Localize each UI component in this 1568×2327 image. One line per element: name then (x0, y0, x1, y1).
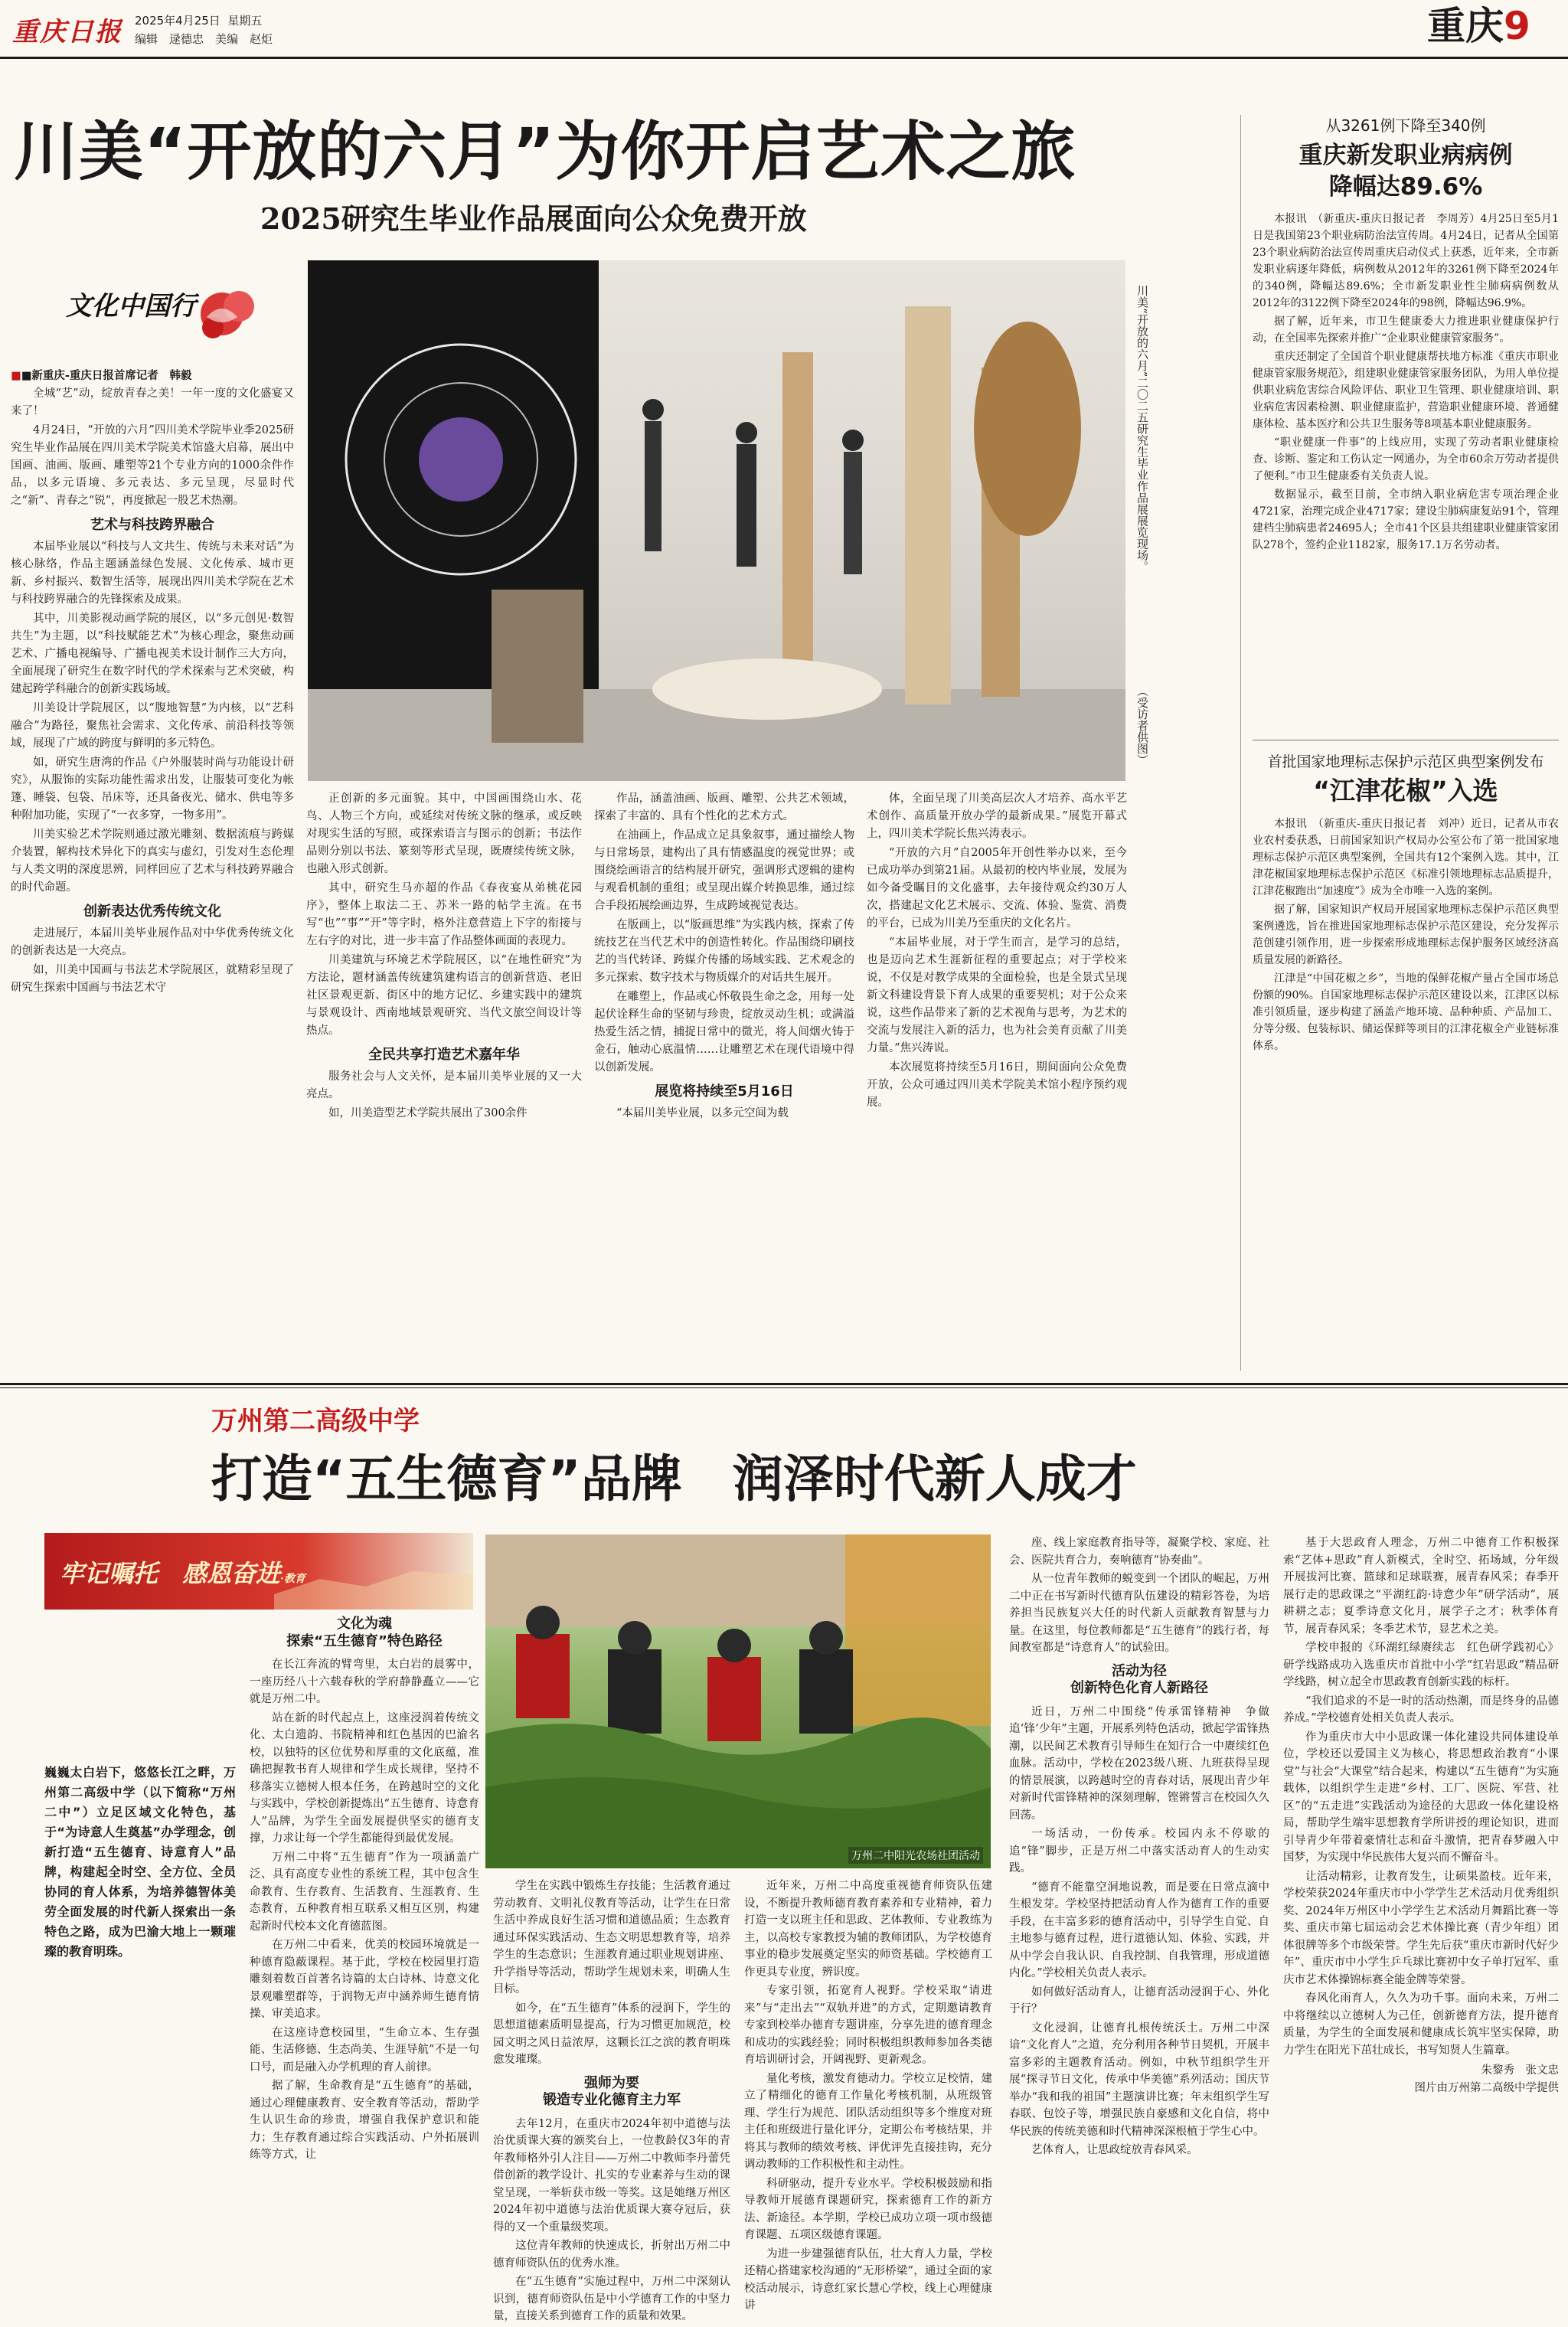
paragraph: 其中，研究生马亦超的作品《春夜宴从弟桃花园序》，整体上取法二王、苏米一路的帖学主流。在书写“也”“事”“开”等字时，格外注意营造上下字的衔接与左右字的对比，进一步丰富了作品整体画面的表现力。 (306, 882, 582, 947)
section-title (1427, 3, 1530, 49)
badge-text: 文化中国行 (66, 291, 196, 322)
story4-column-B (493, 1878, 730, 2327)
paragraph: 在“五生德育”实施过程中，万州二中深刻认识到，德育师资队伍是中小学德育工作的中坚力量，直接关系到德育工作的质量和效果。 (493, 2276, 730, 2322)
story1-column-3 (594, 790, 854, 1124)
paragraph: 在万州二中看来，优美的校园环境就是一种德育隐蔽课程。基于此，学校在校园里打造雕刻着数百首著名诗篇的太白诗林、诗意文化景观雕塑群等，于润物无声中涵养师生德育情操、审美追求。 (250, 1939, 479, 2020)
students-farming-icon (485, 1534, 991, 1868)
story4-subhead-3: 活动为径 (1112, 1662, 1167, 1679)
paragraph: 在雕塑上，作品或心怀敬畏生命之念，用每一处起伏诠释生命的坚韧与珍贵，绽放灵动生机；或满溢热爱生活之情，捕捉日常中的微光，将人间烟火铸于金石，触动心底温情……让雕塑艺术在现代语境中得以创新发展。 (594, 991, 854, 1074)
page-number: 9 (1504, 4, 1530, 48)
story4-subhead-2b: 锻造专业化德育主力军 (543, 2092, 681, 2108)
story4-subhead-1b: 探索“五生德育”特色路径 (286, 1632, 443, 1649)
paragraph: 其中，川美影视动画学院的展区，以“多元创见·数智共生”为主题，以“科技赋能艺术”为核心理念，聚焦动画艺术、广播电视编导、广播电视美术设计制作三大方向，全面展现了研究生在数字时代的学术探索与艺术突破，构建起跨学科融合的创新实践场域。 (11, 613, 294, 695)
story1-subhead-1: 艺术与科技跨界融合 (90, 517, 214, 533)
section-name: 重庆 (1427, 4, 1504, 48)
story1-byline: ■■新重庆-重庆日报首席记者 韩毅 (11, 370, 192, 382)
story4-subhead-2: 强师为要 (584, 2074, 639, 2091)
paragraph: 在版画上，以“版画思维”为实践内核，探索了传统技艺在当代艺术中的创造性转化。作品围绕印刷技艺的当代转译、跨媒介传播的场域实践、艺术观念的多元探索、数字技术与物质媒介的对话共生展开。 (594, 919, 854, 984)
paragraph: 据了解，近年来，市卫生健康委大力推进职业健康保护行动，在全国率先探索并推广“企业职业健康管家服务”。 (1253, 315, 1559, 345)
story4-credit-photos: 图片由万州第二高级中学提供 (1414, 2081, 1559, 2094)
story1-title: 川美“开放的六月”为你开启艺术之旅 (14, 114, 1076, 189)
paragraph: 基于大思政育人理念，万州二中德育工作积极探索“艺体+思政”育人新模式，全时空、拓场域，分年级开展拔河比赛、篮球和足球联赛，展青春风采；春季开展行走的思政课之“平湖红韵·诗意少年”研学活动”，展耕耕之志；夏季诗意文化月，展学子之才；秋季体育节，展青春风采；冬季艺术节，显艺术之美。 (1283, 1537, 1559, 1636)
paragraph: 作品，涵盖油画、版画、雕塑、公共艺术领域，探索了丰富的、具有个性化的艺术方式。 (594, 793, 854, 822)
paragraph: 据了解，国家知识产权局开展国家地理标志保护示范区典型案例遴选，旨在推进国家地理标志保护示范区建设，充分发挥示范创建引领作用，进一步探索形成地理标志保护服务区域经济高质量发展的新路径。 (1253, 904, 1559, 966)
paragraph: 如，川美中国画与书法艺术学院展区，就精彩呈现了研究生探索中国画与书法艺术守 (11, 964, 294, 994)
story1-subhead-4: 展览将持续至5月16日 (655, 1083, 794, 1100)
paragraph: 4月24日，“开放的六月”四川美术学院毕业季2025研究生毕业作品展在四川美术学院美术馆盛大启幕，展出中国画、油画、版画、雕塑等21个专业方向的1000余件作品，以多元语境、多元表达、多元呈现，尽显时代之“新”、青春之“锐”，再度掀起一股艺术热潮。 (11, 424, 294, 507)
paragraph: 为进一步建强德育队伍，壮大育人力量，学校还精心搭建家校沟通的“无形桥梁”，通过全面的家校活动展示，诗意红家长慧心学校，线上心理健康讲 (744, 2247, 992, 2312)
story4-credit-authors: 朱黎秀 张文忠 (1481, 2064, 1559, 2077)
date-text: 2025年4月25日 (135, 14, 220, 28)
paragraph: 专家引领，拓宽育人视野。学校采取“请进来”与“走出去”“双轨并进”的方式，定期邀请教育专家到校举办德育专题讲座，分享先进的德育理念和成功的实践经验；同时积极组织教师参加各类德育培训研讨会，开阔视野、更新观念。 (744, 1985, 992, 2066)
paragraph: 让活动精彩，让教育发生，让硕果盈枝。近年来，学校荣获2024年重庆市中小学学生艺术活动月优秀组织奖、2024年万州区中小学学生艺术活动月舞蹈比赛一等奖、重庆市第七届运动会艺术体操比赛（青少年组）团体很牌等多个市级荣誉。学生先后获“重庆市新时代好少年”、重庆市中小学生乒乓球比赛初中女子单打冠军、重庆市艺术体操锦标赛全能金牌等荣誉。 (1283, 1870, 1559, 1986)
farm-photo (485, 1534, 991, 1868)
masthead (0, 0, 1568, 55)
paragraph: 去年12月，在重庆市2024年初中道德与法治优质课大赛的颁奖台上，一位教龄仅3年的青年教师格外引人注目——万州二中教师李丹蕾凭借创新的教学设计、扎实的专业素养与生动的课堂呈现，一举斩获市级一等奖。这是她继万州区2024年初中道德与法治优质课大赛夺冠后，获得的又一个重量级奖项。 (493, 2117, 730, 2234)
paragraph: 正创新的多元面貌。其中，中国画围绕山水、花鸟、人物三个方向，或延续对传统文脉的继承，或反映对现实生活的写照，或探索语言与图示的创新；书法作品则分别以书法、篆刻等形式呈现，既赓续传统文脉，也融入形式创新。 (306, 793, 582, 875)
banner-text (60, 1554, 305, 1590)
paragraph: 川美实验艺术学院则通过激光雕刻、数据流痕与跨媒介装置，解构技术异化下的真实与虚幻，引发对生态伦理与人类文明的深度思辨，同样回应了艺术与科技跨界融合的时代命题。 (11, 829, 294, 894)
paragraph: 如何做好活动育人，让德育活动浸润于心、外化于行？ (1009, 1985, 1269, 2015)
story1-column-4 (867, 790, 1127, 1113)
story2-kicker: 从3261例下降至340例 (1325, 116, 1486, 135)
story4-subhead-3b: 创新特色化育人新路径 (1070, 1680, 1208, 1696)
paragraph: 在长江奔流的臂弯里，太白岩的晨雾中，一座历经八十六载春秋的学府静静矗立——它就是万州二中。 (250, 1659, 479, 1705)
issue-date (135, 12, 262, 28)
culture-badge (54, 276, 283, 345)
story4-title: 打造“五生德育”品牌 润泽时代新人成才 (211, 1449, 1137, 1508)
paragraph: 服务社会与人文关怀，是本届川美毕业展的又一大亮点。 (306, 1070, 582, 1100)
paragraph: 座、线上家庭教育指导等，凝聚学校、家庭、社会、医院共育合力，奏响德育“协奏曲”。 (1009, 1537, 1269, 1567)
story1-column-1 (11, 368, 294, 998)
weekday-text: 星期五 (227, 14, 263, 28)
paragraph: 作为重庆市大中小思政课一体化建设共同体建设单位，学校还以爱国主义为核心，将思想政治教育“小课堂”与社会“大课堂”结合起来，构建以“五生德育”为实施载体，以组织学生走进“乡村、工厂、医院、军营、社区”的“五走进”实践活动为途径的大思政一体化建设格局，帮助学生端牢思想教育学所讲授的理论知识，进而引导青少年带着豪情壮志和奋斗激情，把青春梦融入中国梦，为实现中华民族伟大复兴而不懈奋斗。 (1283, 1731, 1559, 1864)
sidebar-divider (1240, 115, 1241, 1371)
paragraph: 本届毕业展以“科技与人文共生、传统与未来对话”为核心脉络，作品主题涵盖绿色发展、文化传承、城市更新、乡村振兴、数智生活等，展现出四川美术学院在艺术与科技跨界融合的先锋探索及成果。 (11, 541, 294, 606)
paragraph: 如今，在“五生德育”体系的浸润下，学生的思想道德素质明显提高，行为习惯更加规范，校园文明之风日益浓厚，这颗长江之滨的教育明珠愈发璀璨。 (493, 2002, 730, 2066)
story2-title-line2: 降幅达89.6% (1328, 173, 1483, 201)
paragraph: 科研驱动，提升专业水平。学校积极鼓励和指导教师开展德育课题研究，探索德育工作的新方法、新途径。本学期，学校已成功立项一项市级德育课题、五项区级德育课题。 (744, 2177, 992, 2241)
paragraph: 文化浸润，让德育扎根传统沃土。万州二中深谙“文化育人”之道，充分利用各种节日契机，开展丰富多彩的主题教育活动。例如，中秋节组织学生开展“探寻节日文化，传承中华美德”系列活动；国庆节举办“我和我的祖国”主题演讲比赛；年末组织学生写春联、包饺子等，增强民族自豪感和文化自信，将中华民族的传统美德和时代精神深深根植于学生心中。 (1009, 2021, 1269, 2138)
paragraph: 本次展览将持续至5月16日，期间面向公众免费开放，公众可通过四川美术学院美术馆小程序预约观展。 (867, 1061, 1127, 1109)
education-banner (44, 1533, 473, 1610)
newspaper-logo: 重庆日报 (12, 17, 122, 47)
story3-title: “江津花椒”入选 (1313, 776, 1498, 806)
paragraph: 本报讯 （新重庆-重庆日报记者 李周芳）4月25日至5月1日是我国第23个职业病防治法宣传周。4月24日，记者从全国第23个职业病防治法宣传周重庆启动仪式上获悉，近年来，全市新发职业病逐年降低，病例数从2012年的3261例下降至2024年的340例，降幅达89.6%；全市新发职业性尘肺病病例数从2012年的3122例下降至2024年的98例，降幅达96.9%。 (1253, 213, 1559, 309)
banner-tag: ·教育 (280, 1573, 305, 1585)
paragraph: 重庆还制定了全国首个职业健康帮扶地方标准《重庆市职业健康管家服务规范》，组建职业健康管家服务团队，为用人单位提供职业病危害综合风险评估、职业卫生管理、职业健康培训、职业病危害因素检测、职业健康监护，营造职业健康环境、普通健康体检、基本医疗和公共卫生服务等8项基本职业健康服务。 (1253, 351, 1559, 430)
paragraph: 春风化雨育人，久久为功千事。面向未来，万州二中将继续以立德树人为己任，创新德育方法，提升德育质量，为学生的全面发展和健康成长筑牢坚实保障，助力学生在阳光下茁壮成长，书写知贤人生篇章。 (1283, 1992, 1559, 2057)
paragraph: 川美建筑与环境艺术学院展区，以“在地性研究”为方法论，题材涵盖传统建筑建构语言的创新营造、老旧社区景观更新、街区中的地方记忆、乡建实践中的建筑与景观设计、西南地域景观研究、当代文旅空间设计等热点。 (306, 954, 582, 1037)
paragraph: 从一位青年教师的蜕变到一个团队的崛起，万州二中正在书写新时代德育队伍建设的精彩答卷，为培养担当民族复兴大任的时代新人贡献教育智慧与力量。在这里，每位教师都是“五生德育”的践行者，每间教室都是“诗意育人”的试验田。 (1009, 1573, 1269, 1654)
masthead-rule (0, 57, 1568, 59)
story4-column-D (1009, 1534, 1269, 2161)
story4-lede: 巍巍太白岩下，悠悠长江之畔，万州第二高级中学（以下简称“万州二中”）立足区域文化特色，基于“为诗意人生奠基”办学理念，创新打造“五生德育、诗意育人”品牌，构建起全时空、全方位、全员协同的育人体系，为培养德智体美劳全面发展的时代新人探索出一条特色之路，成为巴渝大地上一颗璀璨的教育明珠。 (44, 1765, 236, 1959)
paragraph: 艺体育人，让思政绽放青春风采。 (1031, 2144, 1198, 2156)
story2-title-line1: 重庆新发职业病病例 (1298, 142, 1513, 169)
paragraph: 站在新的时代起点上，这座浸润着传统文化、太白遗韵、书院精神和红色基因的巴渝名校，以独特的区位优势和厚重的文化底蕴，准确把握教书育人规律和学生成长规律，坚持不移落实立德树人根本任务，在跨越时空的文化与实践中，学校创新提炼出“五生德育、诗意育人”品牌，为学生全面发展提供坚实的德育支撑，力求让每一个学生都能得到最优发展。 (250, 1711, 479, 1845)
editors-line: 编辑 逯德忠 美编 赵炬 (135, 32, 273, 46)
paragraph: “我们追求的不是一时的活动热潮，而是终身的品德养成。”学校德育处相关负责人表示。 (1283, 1695, 1559, 1724)
story1-subtitle: 2025研究生毕业作品展面向公众免费开放 (260, 201, 807, 236)
story4-column-A (250, 1611, 479, 2165)
exhibition-photo (308, 260, 1125, 781)
story4-column-C (744, 1878, 992, 2316)
paragraph: 这位青年教师的快速成长，折射出万州二中德育师资队伍的优秀水准。 (493, 2240, 730, 2270)
paragraph: “本届川美毕业展，以多元空间为载 (616, 1107, 789, 1119)
farm-photo-caption: 万州二中阳光农场社团活动 (848, 1847, 983, 1864)
paragraph: 近日，万州二中围绕“传承雷锋精神 争做追‘锋’少年”主题，开展系列特色活动，掀起学雷锋热潮，以民间艺术教育引导师生在知行合一中赓续红色血脉。活动中，学校在2023级八班、九班获得呈现的情景展演，以跨越时空的青春对话，展现出青少年对新时代雷锋精神的深刻理解，铿锵誓言在校园久久回荡。 (1009, 1705, 1269, 1822)
paragraph: 江津是“中国花椒之乡”，当地的保鲜花椒产量占全国市场总份额的90%。自国家地理标志保护示范区建设以来，江津区以标准引领质量，逐步构建了涵盖产地环境、品种种质、产品加工、分等分级、包装标识、储运保鲜等项目的江津花椒全产业链标准体系。 (1253, 972, 1559, 1052)
story3-kicker: 首批国家地理标志保护示范区典型案例发布 (1267, 753, 1544, 770)
paragraph: “德育不能靠空洞地说教，而是要在日常点滴中生根发芽。学校坚持把活动育人作为德育工作的重要手段，在丰富多彩的德育活动中，引导学生自觉、自主地参与德育过程，进行道德认知、体验、实践，并从中学会自我认识、自我控制、自我管理，形成道德内化。”学校相关负责人表示。 (1009, 1881, 1269, 1979)
paragraph: 体，全面呈现了川美高层次人才培养、高水平艺术创作、高质量开放办学的最新成果。”展览开幕式上，四川美术学院长焦兴涛表示。 (867, 793, 1127, 840)
banner-slogan: 牢记嘱托 感恩奋进 (60, 1559, 281, 1588)
paragraph: 如，研究生唐湾的作品《户外服装时尚与功能设计研究》，从服饰的实际功能性需求出发，让服装可变化为帐篷、睡袋、包袋、吊床等，还具备夜光、储水、供电等多种附加功能，实现了“一衣多穿，一物多用”。 (11, 757, 294, 822)
story4-column-E (1283, 1534, 1559, 2097)
paragraph: 近年来，万州二中高度重视德育师资队伍建设，不断提升教师德育教育素养和专业精神，着力打造一支以班主任和思政、艺体教师、专业教练为主，以高校专家教授为辅的教师团队，为学校德育事业的稳步发展奠定坚实的师资基础。学校德育工作更具专业度，辨识度。 (744, 1880, 992, 1979)
photo-caption-vertical: 川美“开放的六月”二〇二五研究生毕业作品展展览现场。 (1135, 285, 1149, 573)
story4-subhead-1: 文化为魂 (337, 1616, 392, 1632)
section-rule-thin (0, 1387, 1568, 1388)
story4-kicker: 万州第二高级中学 (211, 1406, 420, 1436)
paragraph: 据了解，生命教育是“五生德育”的基础，通过心理健康教育、安全教育等活动，帮助学生认识生命的珍贵，增强自我保护意识和能力；生存教育通过综合实践活动、户外拓展训练等方式，让 (250, 2080, 479, 2161)
paragraph: 万州二中将“五生德育”作为一项涵盖广泛、具有高度专业性的系统工程，其中包含生命教育、生存教育、生活教育、生涯教育、生态教育，五种教育相互联系又相互区别，构建起新时代校本文化育德蓝图。 (250, 1851, 479, 1933)
paragraph: 在这座诗意校园里，“生命立本、生存强能、生活修德、生态尚美、生涯导航”不是一句口号，而是融入办学机理的育人前律。 (250, 2026, 479, 2074)
photo-credit-vertical: （受访者供图） (1135, 685, 1149, 766)
paragraph: “本届毕业展，对于学生而言，是学习的总结，也是迈向艺术生涯新征程的重要起点；对于学校来说，不仅是对教学成果的全面检验，也是全景式呈现新文科建设背景下育人成果的重要契机；对于公众来说，这些作品带来了新的艺术视角与思考，为艺术的交流与发展注入新的活力，也为社会美育贡献了川美力量。”焦兴涛说。 (867, 936, 1127, 1054)
gallery-scene-icon (308, 260, 1125, 781)
paragraph: “职业健康一件事”的上线应用，实现了劳动者职业健康检查、诊断、鉴定和工伤认定一网通办，为全市60余万劳动者提供了便利。”市卫生健康委有关负责人说。 (1253, 436, 1559, 482)
paragraph: 学校申报的《环湖红绿赓续志 红色研学践初心》研学线路成功入选重庆市首批中小学“红岩思政”精品研学线路，树立起全市思政教育创新实践的标杆。 (1283, 1642, 1559, 1688)
paragraph: 一场活动，一份传承。校园内永不停歇的追“锋”脚步，正是万州二中落实活动育人的生动实践。 (1009, 1828, 1269, 1874)
story1-subhead-3: 全民共享打造艺术嘉年华 (368, 1047, 520, 1063)
story1-column-2 (306, 790, 582, 1124)
paragraph: 在油画上，作品成立足具象叙事，通过描绘人物与日常场景，建构出了具有情感温度的视觉世界；或围绕绘画语言的结构展开研究，强调形式逻辑的建构与观看机制的重组；或呈现出媒介转换思维，通过综合手段拓展绘画边界，生成跨域视觉表达。 (594, 829, 854, 912)
story2 (1253, 113, 1559, 555)
section-rule-top (0, 1383, 1568, 1385)
paragraph: 如，川美造型艺术学院共展出了300余件 (328, 1107, 528, 1119)
paragraph: 全城“艺”动，绽放青春之美！一年一度的文化盛宴又来了！ (11, 387, 294, 417)
story3 (1253, 750, 1559, 1056)
story1-subhead-2: 创新表达优秀传统文化 (83, 904, 221, 920)
paragraph: 走进展厅，本届川美毕业展作品对中华优秀传统文化的创新表达是一大亮点。 (11, 927, 294, 957)
paragraph: 量化考核，激发育德动力。学校立足校情，建立了精细化的德育工作量化考核机制，从班级管理、学生行为规范、团队活动组织等多个维度对班主任和班级进行量化评分，定期公布考核结果，并将其与教师的绩效考核、评优评先直接挂钩，充分调动教师的工作积极性和主动性。 (744, 2072, 992, 2171)
paragraph: 学生在实践中锻炼生存技能；生活教育通过劳动教育、文明礼仪教育等活动，让学生在日常生活中养成良好生活习惯和道德品质；生态教育通过环保实践活动、生态文明思想教育等，培养学生的生态意识；生涯教育通过职业规划讲座、升学指导等活动，帮助学生规划未来，明确人生目标。 (493, 1880, 730, 1995)
paragraph: 本报讯 （新重庆-重庆日报记者 刘冲）近日，记者从市农业农村委获悉，日前国家知识产权局办公室公布了第一批国家地理标志保护示范区典型案例，全国共有12个案例入选。其中，江津花椒国家地理标志保护示范区《标准引领地理标志品质提升，江津花椒跑出“加速度”》成为全市唯一入选的案例。 (1253, 818, 1559, 897)
paragraph: 数据显示，截至目前，全市纳入职业病危害专项治理企业4721家，治理完成企业4717家；建设尘肺病康复站91个，管理建档尘肺病患者24695人；全市41个区县共组建职业健康管家团队278个，签约企业1182家，服务17.1万名劳动者。 (1253, 489, 1559, 551)
paragraph: “开放的六月”自2005年开创性举办以来，至今已成功举办到第21届。从最初的校内毕业展，发展为如今备受瞩目的文化盛事，去年接待观众约30万人次，搭建起文化艺术展示、交流、体验、鉴赏、消费的平台，已成为川美乃至重庆的文化名片。 (867, 847, 1127, 930)
paragraph: 川美设计学院展区，以“腹地智慧”为内核，以“艺科融合”为路径，聚焦社会需求、文化传承、前沿科技等领域，展现了广域的跨度与鲜明的多元特色。 (11, 702, 294, 750)
